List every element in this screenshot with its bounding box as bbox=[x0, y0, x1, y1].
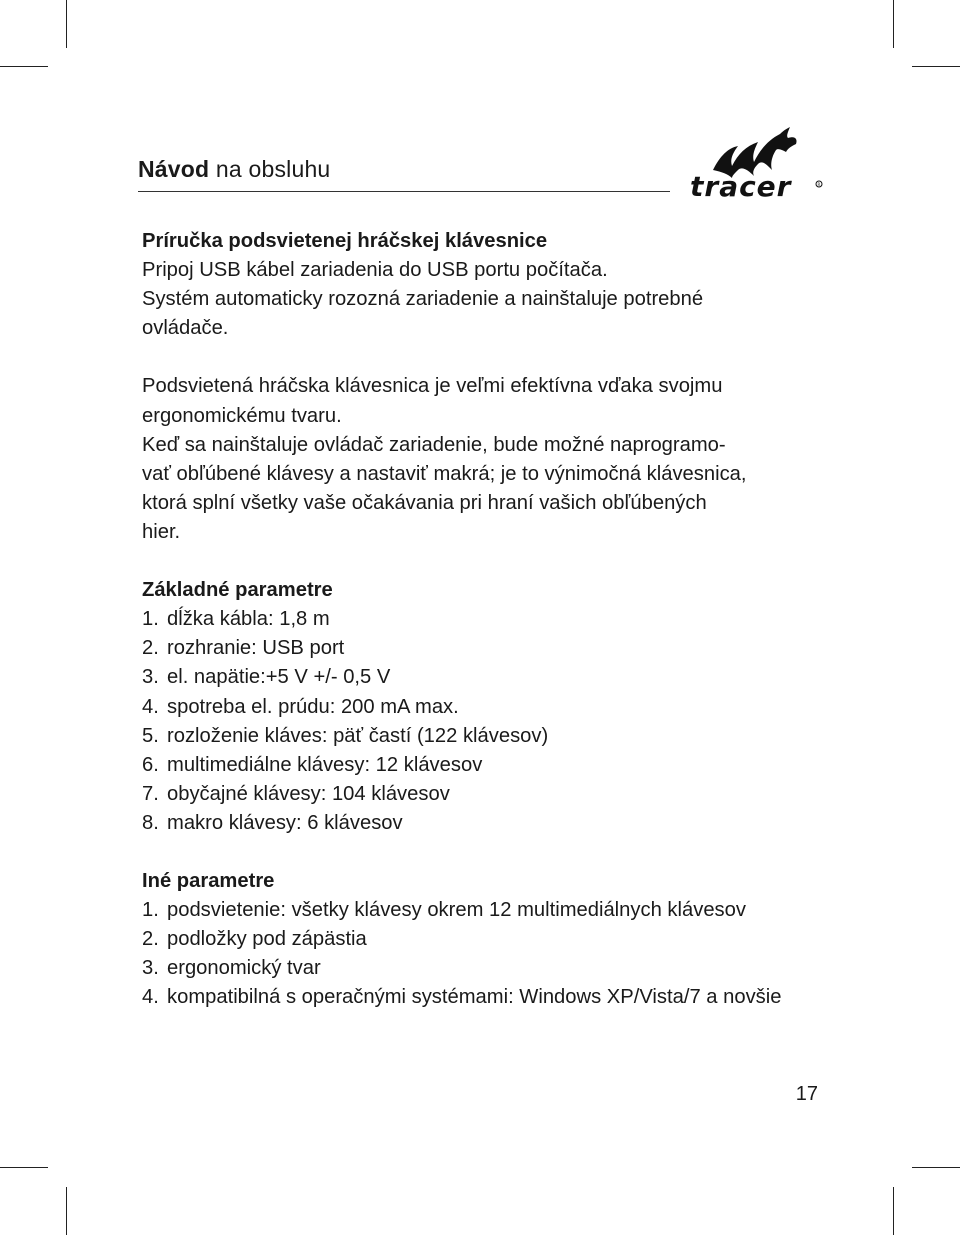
list-item: 3. ergonomický tvar bbox=[142, 957, 321, 980]
manual-content bbox=[142, 227, 842, 1013]
list-item: 7. obyčajné klávesy: 104 klávesov bbox=[142, 782, 450, 805]
list-item: 1. dĺžka kábla: 1,8 m bbox=[142, 608, 330, 631]
crop-mark bbox=[893, 1187, 894, 1235]
crop-mark bbox=[0, 66, 48, 67]
logo-wordmark: tracer bbox=[690, 170, 792, 202]
description-line: ergonomickému tvaru. bbox=[142, 404, 342, 427]
crop-mark bbox=[0, 1167, 48, 1168]
intro-heading: Príručka podsvietenej hráčskej klávesnice bbox=[142, 230, 548, 252]
intro-line: ovládače. bbox=[142, 317, 229, 340]
description-line: hier. bbox=[142, 520, 181, 543]
page-number: 17 bbox=[795, 1083, 818, 1105]
header-title-rest: na obsluhu bbox=[209, 156, 331, 182]
description-line: vať obľúbené klávesy a nastaviť makrá; je to výnimočná klávesnica, bbox=[142, 462, 747, 485]
crop-mark bbox=[893, 0, 894, 48]
list-item: 4. spotreba el. prúdu: 200 mA max. bbox=[142, 695, 459, 718]
other-params-heading: Iné parametre bbox=[142, 870, 275, 893]
description-line: Podsvietená hráčska klávesnica je veľmi efektívna vďaka svojmu bbox=[142, 375, 723, 398]
header-divider bbox=[138, 191, 670, 192]
intro-line: Systém automaticky rozozná zariadenie a nainštaluje potrebné bbox=[142, 288, 704, 311]
list-item: 4. kompatibilná s operačnými systémami: Windows XP/Vista/7 a novšie bbox=[142, 986, 782, 1009]
svg-text:R: R bbox=[817, 182, 821, 187]
list-item: 2. rozhranie: USB port bbox=[142, 637, 345, 660]
basic-params-heading: Základné parametre bbox=[142, 579, 333, 602]
list-item: 2. podložky pod zápästia bbox=[142, 928, 367, 951]
list-item: 5. rozloženie kláves: päť častí (122 klávesov) bbox=[142, 724, 549, 747]
description-line: Keď sa nainštaluje ovládač zariadenie, bude možné naprogramo- bbox=[142, 433, 726, 456]
list-item: 6. multimediálne klávesy: 12 klávesov bbox=[142, 753, 483, 776]
crop-mark bbox=[912, 66, 960, 67]
description-line: ktorá splní všetky vaše očakávania pri hraní vašich obľúbených bbox=[142, 491, 707, 514]
intro-line: Pripoj USB kábel zariadenia do USB portu počítača. bbox=[142, 259, 608, 282]
list-item: 1. podsvietenie: všetky klávesy okrem 12 multimediálnych klávesov bbox=[142, 899, 746, 922]
crop-mark bbox=[912, 1167, 960, 1168]
tracer-logo bbox=[688, 126, 826, 202]
list-item: 8. makro klávesy: 6 klávesov bbox=[142, 811, 403, 834]
crop-mark bbox=[66, 1187, 67, 1235]
page-header-title bbox=[138, 155, 330, 183]
header-title-bold: Návod bbox=[138, 156, 210, 182]
list-item: 3. el. napätie:+5 V +/- 0,5 V bbox=[142, 666, 391, 689]
crop-mark bbox=[66, 0, 67, 48]
